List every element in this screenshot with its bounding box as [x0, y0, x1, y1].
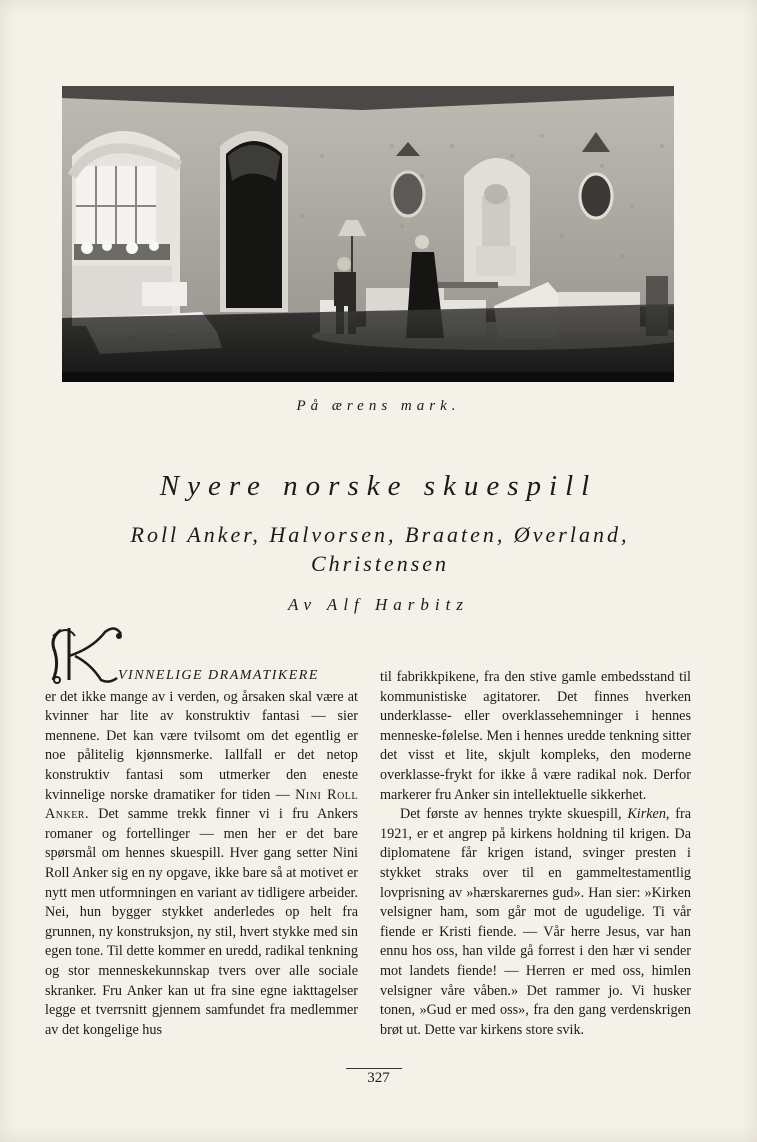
right-paragraph-2-start: Det første av hennes trykte skuespill,	[400, 806, 622, 823]
left-paragraph	[45, 688, 358, 1041]
stage-photograph	[62, 86, 674, 382]
author-name-small-caps: Nini Roll Anker.	[45, 786, 359, 823]
lead-in-caps: VINNELIGE DRAMATIKERE	[118, 668, 319, 683]
article-byline: Av Alf Harbitz	[288, 595, 469, 614]
figure-caption: På ærens mark.	[296, 398, 461, 414]
right-column	[380, 668, 691, 1040]
stage-photograph-illustration	[62, 86, 674, 382]
article-subtitle: Roll Anker, Halvorsen, Braaten, Øverland, Christensen	[130, 522, 630, 576]
right-paragraph-2	[380, 805, 691, 1040]
article-title: Nyere norske skuespill	[159, 470, 598, 502]
page-number-rule	[346, 1068, 402, 1069]
left-column	[45, 668, 358, 1040]
left-paragraph-intro: er det ikke mange av i verden, og årsaken skal være at kvinner har lite av konstruktiv fantasi — sier mennene. Det kan være tvilsomt om det egentlig er noe pålitelig kjønnsmerke. Iallfall er det netop konstruktiv fantasi som utmerker den eneste kvinnelige norske dramatiker for tiden —	[45, 688, 358, 803]
drop-cap-letter: K	[85, 662, 86, 663]
play-title-kirken: Kirken,	[627, 806, 670, 823]
page-number: 327	[367, 1070, 390, 1086]
right-paragraph-1: til fabrikkpikene, fra den stive gamle embedsstand til kommunistiske agitatorer. Det finnes hverken underklasse- eller overklassehemninger i hennes menneske-følelse. Men i hennes uredde tenkning sitter det visst et lite, skjult kompleks, den moderne overklasse-frykt for ikke å være radikal nok. Derfor markerer fru Anker sin intellektuelle sikkerhet.	[380, 669, 691, 803]
right-paragraph-2-rest: fra 1921, er et angrep på kirkens holdning til krigen. Da diplomatene får krigen istand, svinger presten i stykket straks over til en gammeltestamentlig lovprisning av »hærskarernes gud». Han sier: »Kirken velsigner ham, som går mot de ugudelige. Ti vår fiende er Kristi fiende. — Vår herre Jesus, var han ennu hos oss, han vilde gå forrest i den hær vi sender mot landets fiende! — Herren er med oss, himlen velsigner våre våben.» Det rammer jo. Vi husker tonen, »Gud er med oss», fra den gang verdenskrigen brøt ut. Dette var kirkens store svik.	[380, 806, 692, 1038]
left-paragraph-rest: Det samme trekk finner vi i fru Ankers romaner og fortellinger — men her er det bare spørsmål om hennes skuespill. Hver gang setter Nini Roll Anker sig en ny opgave, ikke bare så at motivet er nytt men utformningen en variant av tidligere arbeider. Nei, hun bygger stykket anderledes op helt fra grunnen, ny konstruksjon, ny stil, hvert stykke med sin egen tone. Til dette kommer en uredd, radikal tenkning og stor menneskekunnskap tvers over alle sociale skranker. Fru Anker kan ut fra sine egne iakttagelser legge et tverrsnitt gjennem samfundet fra medlemmer av det kongelige hus	[45, 806, 358, 1038]
